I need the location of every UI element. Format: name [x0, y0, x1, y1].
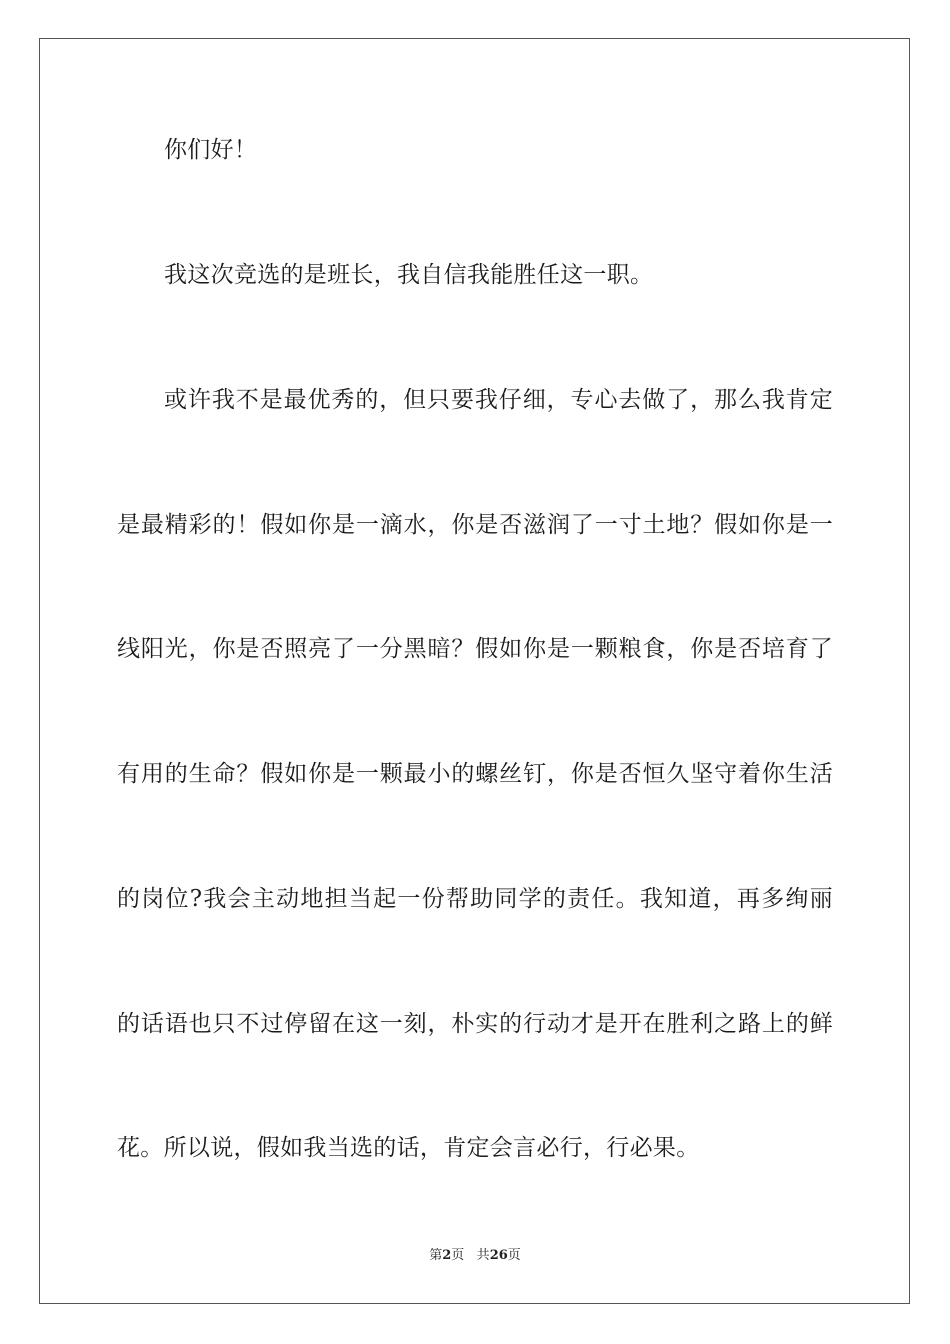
- total-label-suffix: 页: [507, 1248, 521, 1263]
- page-label-suffix: 页: [451, 1248, 465, 1263]
- paragraph-line: 或许我不是最优秀的，但只要我仔细，专心去做了，那么我肯定: [164, 387, 833, 413]
- paragraph-line: 的话语也只不过停留在这一刻，朴实的行动才是开在胜利之路上的鲜: [117, 1011, 833, 1037]
- paragraph-line: 线阳光，你是否照亮了一分黑暗？假如你是一颗粮食，你是否培育了: [117, 636, 833, 662]
- page-footer: [0, 1247, 950, 1265]
- total-pages: 26: [489, 1248, 508, 1263]
- page-frame: [39, 38, 910, 1304]
- greeting-line: 你们好！: [164, 137, 258, 163]
- page-label-prefix: 第: [429, 1248, 443, 1263]
- page-number: 2: [442, 1248, 452, 1263]
- paragraph-line: 有用的生命？假如你是一颗最小的螺丝钉，你是否恒久坚守着你生活: [117, 761, 833, 787]
- paragraph-line: 是最精彩的！假如你是一滴水，你是否滋润了一寸土地？假如你是一: [117, 512, 833, 538]
- total-label-prefix: 共: [476, 1248, 490, 1263]
- paragraph-line: 我这次竞选的是班长，我自信我能胜任这一职。: [164, 262, 654, 288]
- paragraph-line: 花。所以说，假如我当选的话，肯定会言必行，行必果。: [117, 1135, 700, 1161]
- paragraph-line: 的岗位?我会主动地担当起一份帮助同学的责任。我知道，再多绚丽: [117, 886, 833, 912]
